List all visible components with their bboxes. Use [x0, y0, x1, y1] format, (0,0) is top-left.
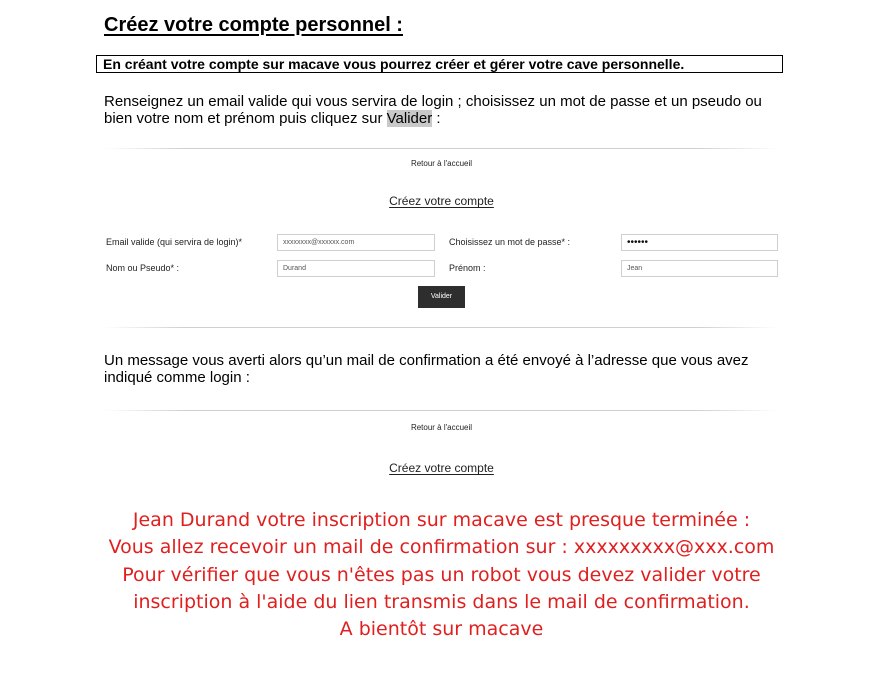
firstname-label: Prénom :: [449, 263, 486, 273]
separator-bottom-1: [104, 327, 778, 328]
separator-top-2: [104, 410, 778, 411]
instructions-paragraph: [104, 93, 784, 127]
name-field[interactable]: Durand: [277, 260, 435, 277]
confirmation-paragraph: Un message vous averti alors qu’un mail de confirmation a été envoyé à l’adresse que vous avez indiqué comme login :: [104, 352, 749, 386]
create-account-heading-1[interactable]: Créez votre compte: [389, 194, 494, 208]
back-home-link-2[interactable]: Retour à l'accueil: [410, 423, 473, 432]
firstname-field[interactable]: Jean: [621, 260, 778, 277]
password-label: Choisissez un mot de passe* :: [449, 237, 571, 247]
message-line: Vous allez recevoir un mail de confirmation sur : xxxxxxxxx@xxx.com: [108, 536, 775, 559]
message-line: inscription à l'aide du lien transmis dans le mail de confirmation.: [133, 590, 750, 613]
create-account-heading-2[interactable]: Créez votre compte: [389, 461, 494, 475]
confirmation-message: [100, 507, 783, 643]
message-line: A bientôt sur macave: [339, 618, 544, 641]
message-line: Jean Durand votre inscription sur macave est presque terminée :: [132, 509, 751, 531]
email-label: Email valide (qui servira de login)*: [106, 237, 243, 247]
valider-highlight: Valider: [386, 110, 433, 127]
email-field[interactable]: xxxxxxxx@xxxxxx.com: [277, 234, 435, 251]
separator-top-1: [104, 148, 778, 149]
back-home-link-1[interactable]: Retour à l'accueil: [410, 159, 473, 168]
page-title: Créez votre compte personnel :: [104, 14, 403, 36]
instructions-end: :: [432, 110, 441, 127]
instructions-text: Renseignez un email valide qui vous servira de login ; choisissez un mot de passe et un pseudo ou bien votre nom et prénom puis cliquez sur: [104, 93, 762, 127]
message-line: Pour vérifier que vous n'êtes pas un robot vous devez valider votre: [122, 563, 761, 586]
intro-box: En créant votre compte sur macave vous pourrez créer et gérer votre cave personnelle.: [96, 55, 783, 73]
submit-button[interactable]: Valider: [418, 286, 465, 308]
name-label: Nom ou Pseudo* :: [106, 263, 180, 273]
password-field[interactable]: ••••••: [621, 234, 778, 251]
